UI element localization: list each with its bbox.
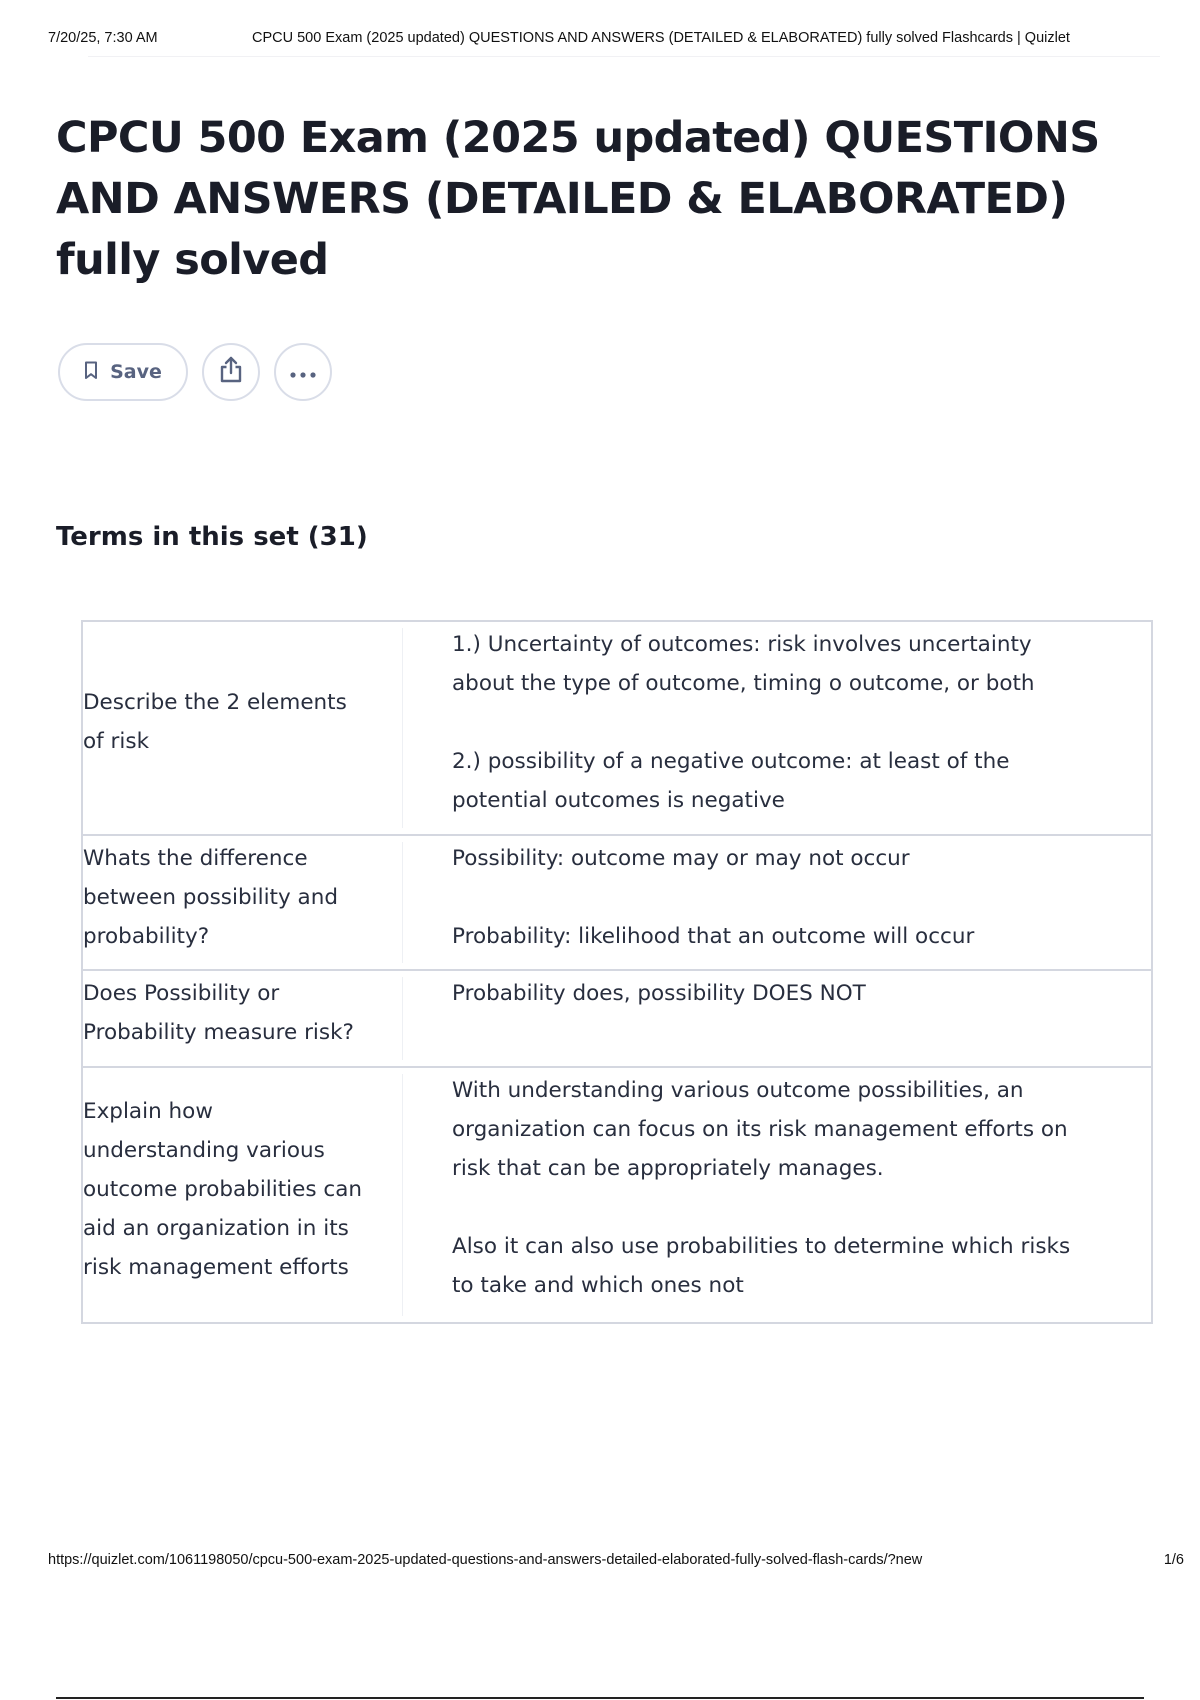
term-text: Explain how understanding various outcome probabilities can aid an organization in its risk management efforts [83, 1099, 363, 1280]
definition-text: Possibility: outcome may or may not occur Probability: likelihood that an outcome will occur [452, 846, 975, 949]
save-button[interactable] [58, 343, 188, 401]
terms-heading: Terms in this set (31) [56, 522, 368, 552]
print-datetime: 7/20/25, 7:30 AM [48, 30, 158, 46]
print-header [48, 30, 1164, 50]
print-footer [48, 1552, 1184, 1572]
more-options-icon [290, 363, 316, 382]
term-text: Does Possibility or Probability measure risk? [83, 981, 354, 1045]
page-title: CPCU 500 Exam (2025 updated) QUESTIONS AND ANSWERS (DETAILED & ELABORATED) fully solved [56, 113, 1100, 285]
card-divider [402, 1074, 403, 1316]
card-divider [402, 842, 403, 963]
term-card [81, 969, 1153, 1068]
save-button-label: Save [110, 361, 162, 383]
card-divider [402, 977, 403, 1060]
header-divider [88, 56, 1160, 57]
definition-text: Probability does, possibility DOES NOT [452, 981, 866, 1006]
card-divider [402, 628, 403, 828]
page-number: 1/6 [1163, 1552, 1184, 1568]
definition-text: 1.) Uncertainty of outcomes: risk involves uncertainty about the type of outcome, timing o outcome, or both 2.) possibility of a negative outcome: at least of the potential outcomes is negative [452, 632, 1035, 813]
term-text: Describe the 2 elements of risk [83, 690, 347, 754]
term-card [81, 1066, 1153, 1324]
term-card [81, 620, 1153, 836]
print-url: https://quizlet.com/1061198050/cpcu-500-exam-2025-updated-questions-and-answers-detailed-elaborated-fully-solved-flash-cards/?new [48, 1552, 923, 1568]
share-button[interactable] [202, 343, 260, 401]
page-bottom-rule [56, 1697, 1144, 1699]
term-text: Whats the difference between possibility and probability? [83, 846, 338, 949]
definition-text: With understanding various outcome possibilities, an organization can focus on its risk management efforts on risk that can be appropriately manages. Also it can also use probabilities to determine which risks to take and which ones not [452, 1078, 1071, 1298]
share-icon [218, 356, 244, 388]
term-card [81, 834, 1153, 971]
more-options-button[interactable] [274, 343, 332, 401]
bookmark-icon [84, 361, 98, 384]
print-document-title: CPCU 500 Exam (2025 updated) QUESTIONS AND ANSWERS (DETAILED & ELABORATED) fully solved Flashcards | Quizlet [252, 30, 1070, 46]
